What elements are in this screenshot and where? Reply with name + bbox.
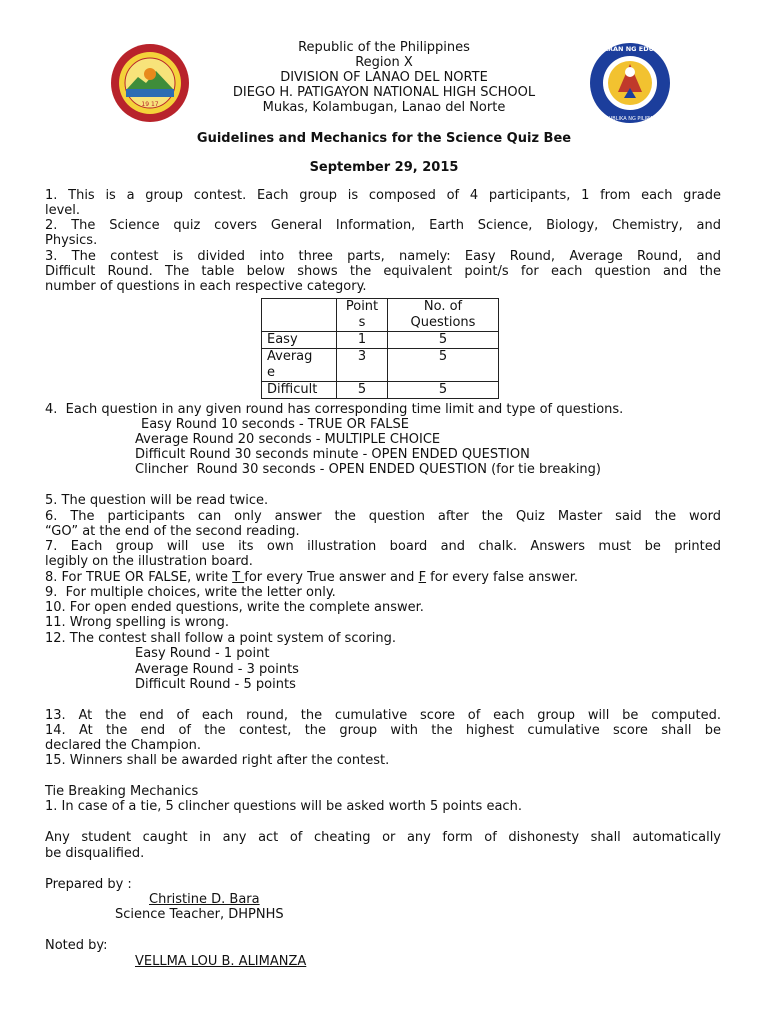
scoring-easy: Easy Round - 1 point xyxy=(135,646,270,661)
header-address: Mukas, Kolambugan, Lanao del Norte xyxy=(262,100,506,115)
rule-11: 11. Wrong spelling is wrong. xyxy=(45,615,229,630)
rule-4: 4. Each question in any given round has corresponding time limit and type of questions. xyxy=(45,402,624,417)
svg-text:REPUBLIKA NG PILIPINAS: REPUBLIKA NG PILIPINAS xyxy=(599,116,661,122)
rule-14: 14. At the end of the contest, the group with the highest cumulative score shall be xyxy=(45,723,721,738)
rule-4-clincher: Clincher Round 30 seconds - OPEN ENDED QUESTION (for tie breaking) xyxy=(135,462,601,477)
table-row: Averag e 3 5 xyxy=(262,349,499,382)
points-table xyxy=(261,298,499,399)
rule-12: 12. The contest shall follow a point system of scoring. xyxy=(45,631,396,646)
rule-2: 2. The Science quiz covers General Information, Earth Science, Biology, Chemistry, and xyxy=(45,218,721,233)
rule-3-cont2: number of questions in each respective category. xyxy=(45,279,367,294)
tie-rule-1: 1. In case of a tie, 5 clincher questions will be asked worth 5 points each. xyxy=(45,799,522,814)
rule-4-easy: Easy Round 10 seconds - TRUE OR FALSE xyxy=(141,417,409,432)
true-letter: T xyxy=(232,570,245,585)
rule-4-difficult: Difficult Round 30 seconds minute - OPEN ENDED QUESTION xyxy=(135,447,530,462)
header-school: DIEGO H. PATIGAYON NATIONAL HIGH SCHOOL xyxy=(232,85,536,100)
tie-heading: Tie Breaking Mechanics xyxy=(45,784,199,799)
scoring-average: Average Round - 3 points xyxy=(135,662,299,677)
rule-1-cont: level. xyxy=(45,203,81,218)
row-category: Easy xyxy=(262,332,337,349)
header-division: DIVISION OF LANAO DEL NORTE xyxy=(280,70,488,85)
table-row xyxy=(262,332,499,349)
rule-3-cont: Difficult Round. The table below shows the equivalent point/s for each question and the xyxy=(45,264,721,279)
row-points: 5 xyxy=(337,382,388,399)
svg-text:KAGAWARAN NG EDUKASYON: KAGAWARAN NG EDUKASYON xyxy=(575,45,685,53)
prepared-by-label: Prepared by : xyxy=(45,877,132,892)
prepared-by-title: Science Teacher, DHPNHS xyxy=(115,907,284,922)
rule-3: 3. The contest is divided into three parts, namely: Easy Round, Average Round, and xyxy=(45,249,721,264)
row-points: 1 xyxy=(337,332,388,349)
row-points: 3 xyxy=(337,349,388,382)
row-questions: 5 xyxy=(388,332,499,349)
rule-6: 6. The participants can only answer the question after the Quiz Master said the word xyxy=(45,509,721,524)
false-letter: F xyxy=(418,570,427,585)
rule-13: 13. At the end of each round, the cumulative score of each group will be computed. xyxy=(45,708,721,723)
header-republic: Republic of the Philippines xyxy=(298,40,470,55)
header-region: Region X xyxy=(355,55,413,70)
noted-by-name: VELLMA LOU B. ALIMANZA xyxy=(135,954,307,969)
header-questions: No. of xyxy=(423,299,463,314)
rule-7-cont: legibly on the illustration board. xyxy=(45,554,253,569)
scoring-difficult: Difficult Round - 5 points xyxy=(135,677,296,692)
rule-8: 8. For TRUE OR FALSE, write T for every True answer and F for every false answer. xyxy=(45,570,578,585)
cheating-notice: Any student caught in any act of cheating or any form of dishonesty shall automatically xyxy=(45,830,721,845)
header-points: Point xyxy=(345,299,379,314)
rule-5: 5. The question will be read twice. xyxy=(45,493,269,508)
rule-4-average: Average Round 20 seconds - MULTIPLE CHOICE xyxy=(135,432,441,447)
row-category: Averag xyxy=(267,349,313,364)
rule-10: 10. For open ended questions, write the complete answer. xyxy=(45,600,424,615)
row-category: Difficult xyxy=(262,382,337,399)
rule-9: 9. For multiple choices, write the letter only. xyxy=(45,585,336,600)
rule-15: 15. Winners shall be awarded right after the contest. xyxy=(45,753,390,768)
document-title: Guidelines and Mechanics for the Science Quiz Bee xyxy=(196,131,572,146)
svg-text:19 17: 19 17 xyxy=(141,101,159,108)
rule-2-cont: Physics. xyxy=(45,233,98,248)
rule-1: 1. This is a group contest. Each group is composed of 4 participants, 1 from each grade xyxy=(45,188,721,203)
rule-7: 7. Each group will use its own illustration board and chalk. Answers must be printed xyxy=(45,539,721,554)
table-header-row: Point s No. of Questions xyxy=(262,299,499,332)
rule-6-cont: “GO” at the end of the second reading. xyxy=(45,524,300,539)
rule-14-cont: declared the Champion. xyxy=(45,738,202,753)
document-date: September 29, 2015 xyxy=(309,160,459,175)
table-row xyxy=(262,382,499,399)
row-questions: 5 xyxy=(388,382,499,399)
noted-by-label: Noted by: xyxy=(45,938,108,953)
cheating-notice-cont: be disqualified. xyxy=(45,846,145,861)
prepared-by-name: Christine D. Bara xyxy=(149,892,260,907)
row-questions: 5 xyxy=(388,349,499,382)
